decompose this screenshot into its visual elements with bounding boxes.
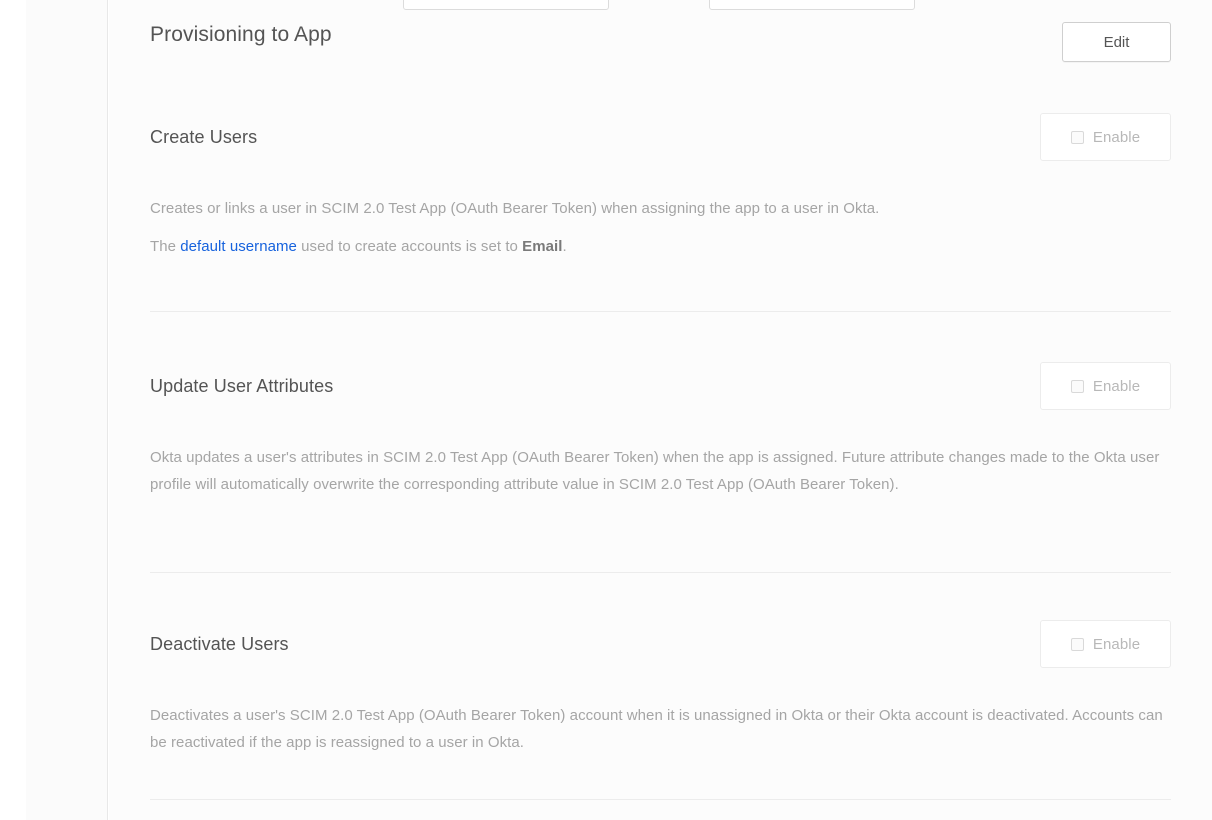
edit-button[interactable]: Edit xyxy=(1062,22,1171,62)
enable-label: Enable xyxy=(1092,377,1141,395)
default-username-link[interactable]: default username xyxy=(180,238,297,255)
section-title-deactivate-users: Deactivate Users xyxy=(150,634,289,654)
section-update-user-attributes xyxy=(150,362,1171,498)
main-content xyxy=(109,0,1212,820)
section-title-update-user-attributes: Update User Attributes xyxy=(150,376,334,396)
checkbox-icon[interactable] xyxy=(1071,638,1084,651)
page-title: Provisioning to App xyxy=(150,23,332,46)
enable-toggle-deactivate-users[interactable] xyxy=(1040,620,1171,668)
desc-text: used to create accounts is set to xyxy=(296,238,523,255)
desc-emphasis: Email xyxy=(522,238,563,255)
divider-2 xyxy=(150,572,1171,573)
section-description-deactivate-users xyxy=(150,702,1163,756)
partial-field-right[interactable] xyxy=(709,0,915,10)
checkbox-icon[interactable] xyxy=(1071,380,1084,393)
section-title-create-users: Create Users xyxy=(150,127,258,147)
partial-field-left[interactable] xyxy=(403,0,609,10)
divider-3 xyxy=(150,799,1171,800)
section-deactivate-users xyxy=(150,620,1171,756)
enable-toggle-update-user-attributes[interactable] xyxy=(1040,362,1171,410)
desc-text: . xyxy=(562,238,567,255)
desc-text: Okta updates a user's attributes in SCIM 2.0 Test App (OAuth Bearer Token) when the app is assigned. Future attribute changes made to the Okta user profile will automatically overwrite the corresponding attribute value in SCIM 2.0 Test App (OAuth Bearer Token). xyxy=(150,449,1160,493)
page-outer-margin xyxy=(0,0,26,820)
section-description-create-users-1 xyxy=(150,195,1163,222)
divider-1 xyxy=(150,311,1171,312)
desc-text: Deactivates a user's SCIM 2.0 Test App (OAuth Bearer Token) account when it is unassigned in Okta or their Okta account is deactivated. Accounts can be reactivated if the app is reassigned to a user in Okta. xyxy=(150,707,1163,751)
enable-label: Enable xyxy=(1092,128,1141,146)
section-create-users xyxy=(150,113,1171,260)
left-gutter xyxy=(26,0,108,820)
section-description-update-user-attributes xyxy=(150,444,1163,498)
enable-toggle-create-users[interactable] xyxy=(1040,113,1171,161)
desc-text: Creates or links a user in SCIM 2.0 Test App (OAuth Bearer Token) when assigning the app to a user in Okta. xyxy=(150,200,880,217)
enable-label: Enable xyxy=(1092,635,1141,653)
desc-text: The xyxy=(150,238,181,255)
section-description-create-users-2 xyxy=(150,233,1163,260)
checkbox-icon[interactable] xyxy=(1071,131,1084,144)
provisioning-header-section xyxy=(150,22,1171,62)
